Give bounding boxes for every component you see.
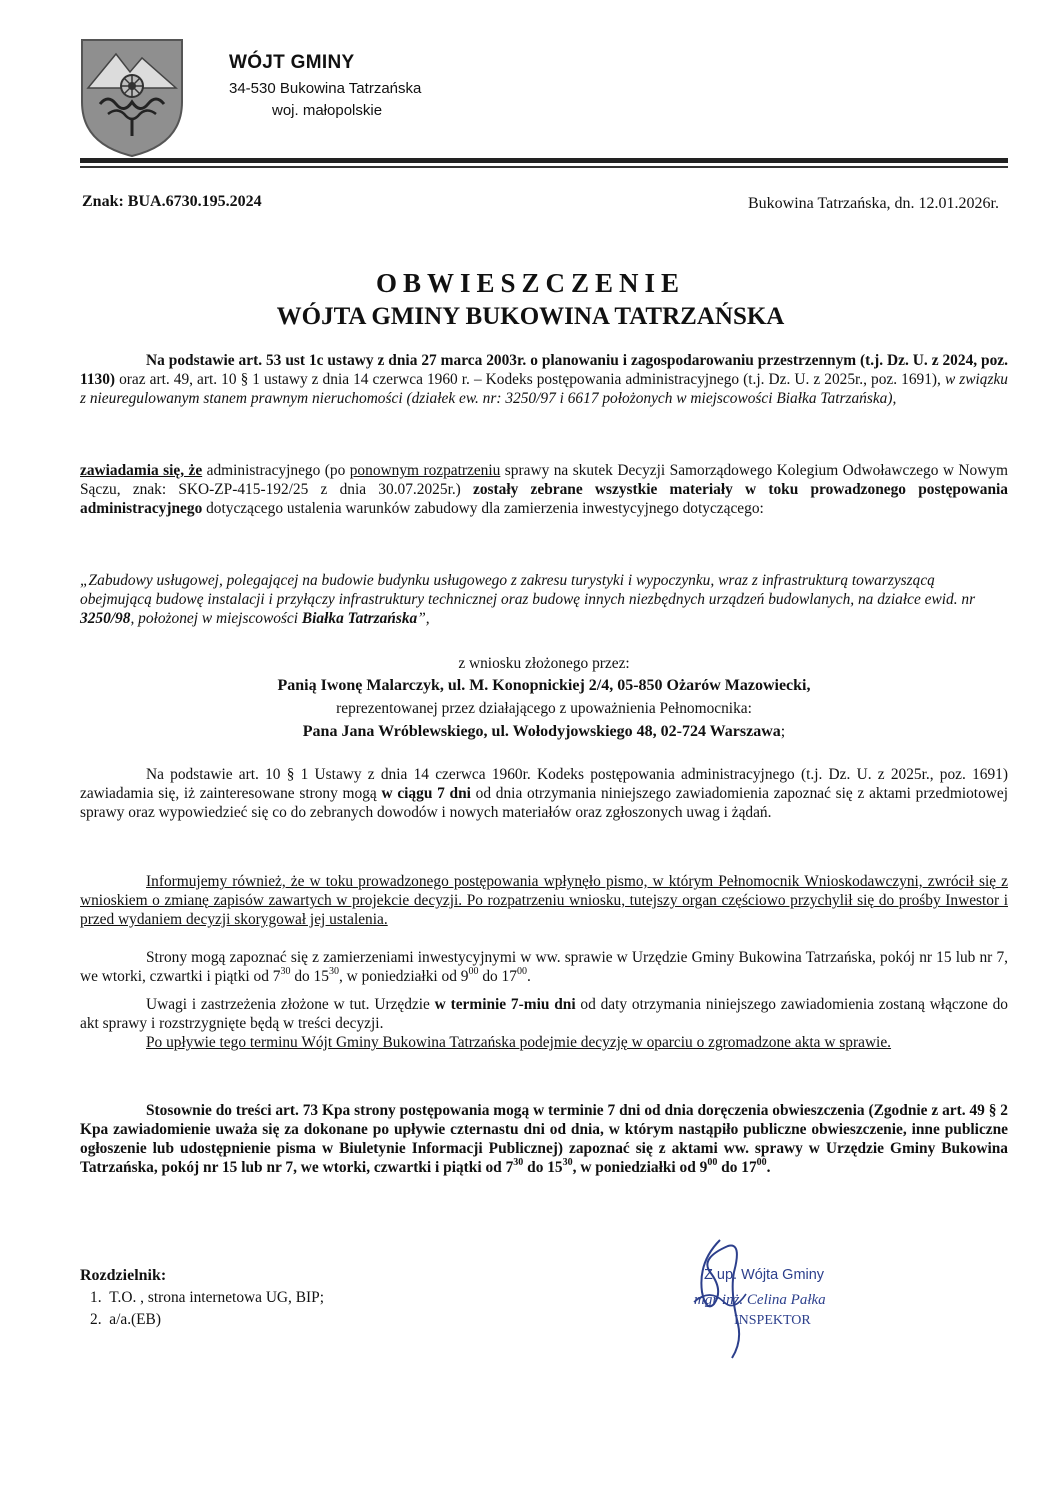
- proxy-line: [80, 722, 1008, 741]
- header-divider-thin: [80, 166, 1008, 168]
- paragraph-proxy-request: Informujemy również, że w toku prowadzonego postępowania wpłynęło pismo, w którym Pełnomocnik Wnioskodawczyni, zwrócił się z wnioskiem o zmianę zapisów zawartych w projekcie decyzji. Po rozpatrzeniu wniosku, tutejszy organ częściowo przychylił się do prośby Inwestor i przed wydaniem decyzji skorygował jej ustalenia.: [80, 873, 1008, 928]
- office-hours-text-1: Strony mogą zapoznać się z zamierzeniami inwestycyjnymi w ww. sprawie w Urzędzie Gminy Bukowina Tatrzańska, pokój nr 15 lub nr 7, we wtorki, czwartki i piątki od 7: [80, 949, 1008, 985]
- paragraph-office-hours: [80, 948, 1008, 986]
- investment-end: ”,: [417, 610, 430, 627]
- art73-text-1: Stosownie do treści art. 73 Kpa strony postępowania mogą w terminie 7 dni od dnia doręczenia obwieszczenia (Zgodnie z art. 49 § 2 Kpa zawiadomienie uważa się za dokonane po upływie czternastu dni od dnia, w którym nastąpiło publiczne obwieszczenie, inne publiczne ogłoszenie lub udostępnienie pisma w Biuletynie Informacji Publicznej) zapoznać się z aktami ww. sprawy w Urzędzie Gminy Bukowina Tatrzańska, pokój nr 15 lub nr 7, we wtorki, czwartki i piątki od 7: [80, 1102, 1008, 1176]
- investment-mid: , położonej w miejscowości: [130, 610, 302, 627]
- rights-deadline: w ciągu 7 dni: [381, 785, 471, 802]
- remarks-text-1: Uwagi i zastrzeżenia złożone w tut. Urzędzie: [146, 996, 435, 1013]
- header-voivodeship: woj. małopolskie: [272, 102, 383, 119]
- proxy-end: ;: [780, 723, 786, 740]
- office-hours-text-3: , w poniedziałki od 9: [338, 968, 469, 985]
- announcement-bold: zostały zebrane wszystkie materiały w toku prowadzonego postępowania administracyjnego: [80, 481, 1008, 517]
- art73-text-5: .: [766, 1159, 771, 1176]
- paragraph-art-73: [80, 1101, 1008, 1177]
- office-hours-text-4: do 17: [478, 968, 517, 985]
- legal-basis-italic: w związku z nieuregulowanym stanem prawnym nieruchomości (działek ew. nr: 3250/97 i 6617 położonych w miejscowości Białka Tatrzańska),: [80, 371, 1009, 407]
- art73-text-3: , w poniedziałki od 9: [572, 1159, 708, 1176]
- stamp-line-3: INSPEKTOR: [734, 1313, 811, 1328]
- header-address: 34-530 Bukowina Tatrzańska: [229, 80, 422, 97]
- paragraph-decision: Po upływie tego terminu Wójt Gminy Bukowina Tatrzańska podejmie decyzję w oparciu o zgromadzone akta w sprawie.: [146, 1034, 892, 1051]
- distribution-item: 2. a/a.(EB): [90, 1311, 161, 1328]
- announcement-text-2: sprawy na skutek Decyzji Samorządowego Kolegium Odwoławczego w Nowym Sączu, znak: SKO-ZP-415-192/25 z dnia 30.07.2025r.): [80, 462, 1008, 498]
- reference-label: Znak:: [82, 193, 124, 210]
- distribution-title: Rozdzielnik:: [80, 1267, 167, 1284]
- art73-text-2: do 15: [523, 1159, 563, 1176]
- art73-sup-2: 30: [562, 1156, 573, 1168]
- rights-text-1: Na podstawie art. 10 § 1 Ustawy z dnia 14 czerwca 1960r. Kodeks postępowania administracyjnego (t.j. Dz. U. z 2025r., poz. 1691) zawiadamia się, iż zainteresowane strony mogą: [80, 766, 1008, 802]
- rights-text-2: od dnia otrzymania niniejszego zawiadomienia zapoznać się z aktami przedmiotowej sprawy oraz wypowiedzieć się co do zebranych dowodów i nowych materiałów oraz zgłoszonych uwag i żądań.: [80, 785, 1008, 821]
- art73-sup-4: 00: [756, 1156, 767, 1168]
- paragraph-legal-basis: [80, 351, 1008, 408]
- paragraph-remarks: [80, 995, 1008, 1033]
- office-hours-sup-1: 30: [280, 965, 291, 977]
- notice-title: OBWIESZCZENIE: [375, 268, 686, 298]
- announcement-underline: ponownym rozpatrzeniu: [349, 462, 501, 479]
- office-hours-text-5: .: [526, 968, 531, 985]
- paragraph-announcement: [80, 461, 1008, 518]
- investment-description: [80, 571, 1008, 628]
- art73-text-4: do 17: [717, 1159, 757, 1176]
- notice-subtitle: WÓJTA GMINY BUKOWINA TATRZAŃSKA: [276, 303, 785, 330]
- office-hours-sup-4: 00: [516, 965, 527, 977]
- distribution-item-text: a/a.(EB): [109, 1311, 161, 1328]
- coat-of-arms-logo: [78, 36, 186, 158]
- remarks-deadline: w terminie 7-miu dni: [434, 996, 576, 1013]
- announcement-text-3: dotyczącego ustalenia warunków zabudowy dla zamierzenia inwestycyjnego dotyczącego:: [202, 500, 764, 517]
- applicant-representation: reprezentowanej przez działającego z upoważnienia Pełnomocnika:: [336, 700, 752, 717]
- office-hours-sup-3: 00: [468, 965, 479, 977]
- office-hours-sup-2: 30: [328, 965, 339, 977]
- reference-number: BUA.6730.195.2024: [127, 193, 262, 210]
- applicant-name: Panią Iwonę Malarczyk, ul. M. Konopnickiej 2/4, 05-850 Ożarów Mazowiecki,: [277, 677, 811, 694]
- distribution-item-text: T.O. , strona internetowa UG, BIP;: [109, 1289, 324, 1306]
- investment-text: „Zabudowy usługowej, polegającej na budowie budynku usługowego z zakresu turystyki i wypoczynku, wraz z infrastrukturą towarzyszącą obejmującą budowę instalacji i przyłączy infrastruktury technicznej oraz budowę innych niezbędnych urządzeń budowlanych, na działce ewid. nr: [80, 572, 976, 608]
- paragraph-parties-rights: [80, 765, 1008, 822]
- art73-sup-1: 30: [513, 1156, 524, 1168]
- investment-plot: 3250/98: [80, 610, 131, 627]
- reference-line: [82, 193, 262, 211]
- investment-place: Białka Tatrzańska: [301, 610, 418, 627]
- remarks-text-2: od daty otrzymania niniejszego zawiadomienia zostaną włączone do akt sprawy i rozstrzygnięte będą w treści decyzji.: [80, 996, 1008, 1032]
- announcement-lead: zawiadamia się, że: [80, 462, 203, 479]
- distribution-item: 1. T.O. , strona internetowa UG, BIP;: [90, 1289, 324, 1306]
- office-hours-text-2: do 15: [290, 968, 329, 985]
- stamp-line-2: mgr inż. Celina Pałka: [694, 1292, 826, 1308]
- proxy-name: Pana Jana Wróblewskiego, ul. Wołodyjowskiego 48, 02-724 Warszawa: [302, 723, 781, 740]
- place-date: Bukowina Tatrzańska, dn. 12.01.2026r.: [748, 195, 999, 212]
- header-divider: [80, 158, 1008, 163]
- header-title: WÓJT GMINY: [229, 52, 355, 73]
- stamp-line-1: Z up. Wójta Gminy: [704, 1267, 825, 1283]
- art73-sup-3: 00: [707, 1156, 718, 1168]
- legal-basis-bold: Na podstawie art. 53 ust 1c ustawy z dnia 27 marca 2003r. o planowaniu i zagospodarowaniu przestrzennym (t.j. Dz. U. z 2024, poz. 1130): [80, 352, 1008, 388]
- applicant-intro: z wniosku złożonego przez:: [458, 655, 630, 672]
- legal-basis-text: oraz art. 49, art. 10 § 1 ustawy z dnia 14 czerwca 1960 r. – Kodeks postępowania administracyjnego (t.j. Dz. U. z 2025r., poz. 1691),: [115, 371, 945, 388]
- announcement-text-1: administracyjnego (po: [202, 462, 350, 479]
